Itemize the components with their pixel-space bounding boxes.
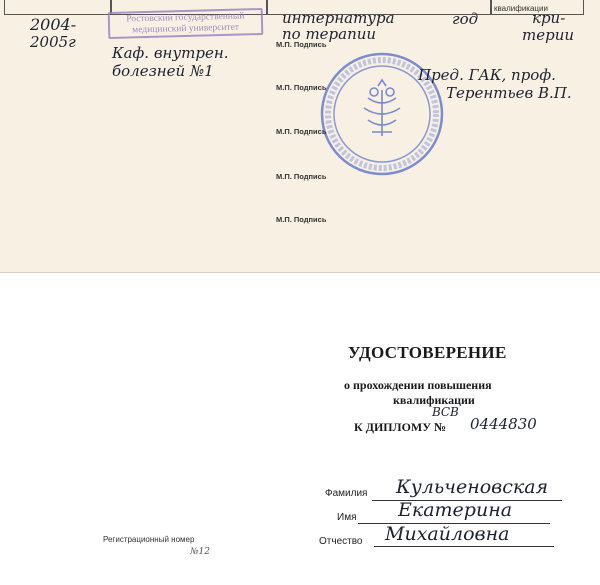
criteria-line-2: терии bbox=[522, 26, 575, 44]
institution-stamp bbox=[108, 8, 264, 39]
certificate-subtitle-line-1: о прохождении повышения bbox=[344, 378, 492, 392]
registration-label: Регистрационный номер bbox=[103, 535, 195, 544]
certificate-subtitle-line-2: квалификации bbox=[393, 393, 475, 407]
surname-value: Кульченовская bbox=[396, 476, 549, 498]
patronymic-value: Михайловна bbox=[385, 523, 510, 545]
upper-form-page bbox=[0, 0, 600, 273]
certificate-series: ВСВ bbox=[432, 405, 459, 419]
table-header-qualification: квалификации bbox=[494, 4, 548, 13]
table-column-divider bbox=[266, 0, 268, 15]
name-value: Екатерина bbox=[398, 499, 513, 521]
years-line-1: 2004- bbox=[30, 15, 77, 34]
signature-line-1: Пред. ГАК, проф. bbox=[418, 66, 556, 84]
years-line-2: 2005г bbox=[30, 33, 76, 51]
certificate-title: УДОСТОВЕРЕНИЕ bbox=[348, 343, 507, 362]
mp-signature-label: М.П. Подпись bbox=[276, 215, 327, 224]
diploma-label: К ДИПЛОМУ № bbox=[354, 420, 447, 434]
name-label: Имя bbox=[337, 512, 357, 523]
signature-line-2: Терентьев В.П. bbox=[446, 84, 572, 102]
diploma-number: 0444830 bbox=[470, 415, 537, 433]
registration-value: №12 bbox=[190, 547, 210, 557]
surname-label: Фамилия bbox=[325, 488, 368, 499]
criteria-line-1: кри- bbox=[532, 9, 566, 27]
institution-stamp-line-2: медицинский университет bbox=[132, 22, 240, 36]
course-line-1: интернатура bbox=[282, 9, 395, 27]
mp-signature-label: М.П. Подпись bbox=[276, 127, 327, 136]
department-line-1: Каф. внутрен. bbox=[112, 44, 229, 62]
column-year: год bbox=[452, 10, 479, 28]
table-column-divider bbox=[490, 0, 492, 15]
mp-signature-label: М.П. Подпись bbox=[276, 172, 327, 181]
course-line-2: по терапии bbox=[282, 25, 377, 43]
mp-signature-label: М.П. Подпись bbox=[276, 40, 327, 49]
patronymic-label: Отчество bbox=[319, 536, 363, 547]
patronymic-underline bbox=[374, 546, 554, 547]
department-line-2: болезней №1 bbox=[112, 62, 214, 80]
institution-stamp-line-1: Ростовский государственный bbox=[126, 11, 245, 25]
mp-signature-label: М.П. Подпись bbox=[276, 83, 327, 92]
